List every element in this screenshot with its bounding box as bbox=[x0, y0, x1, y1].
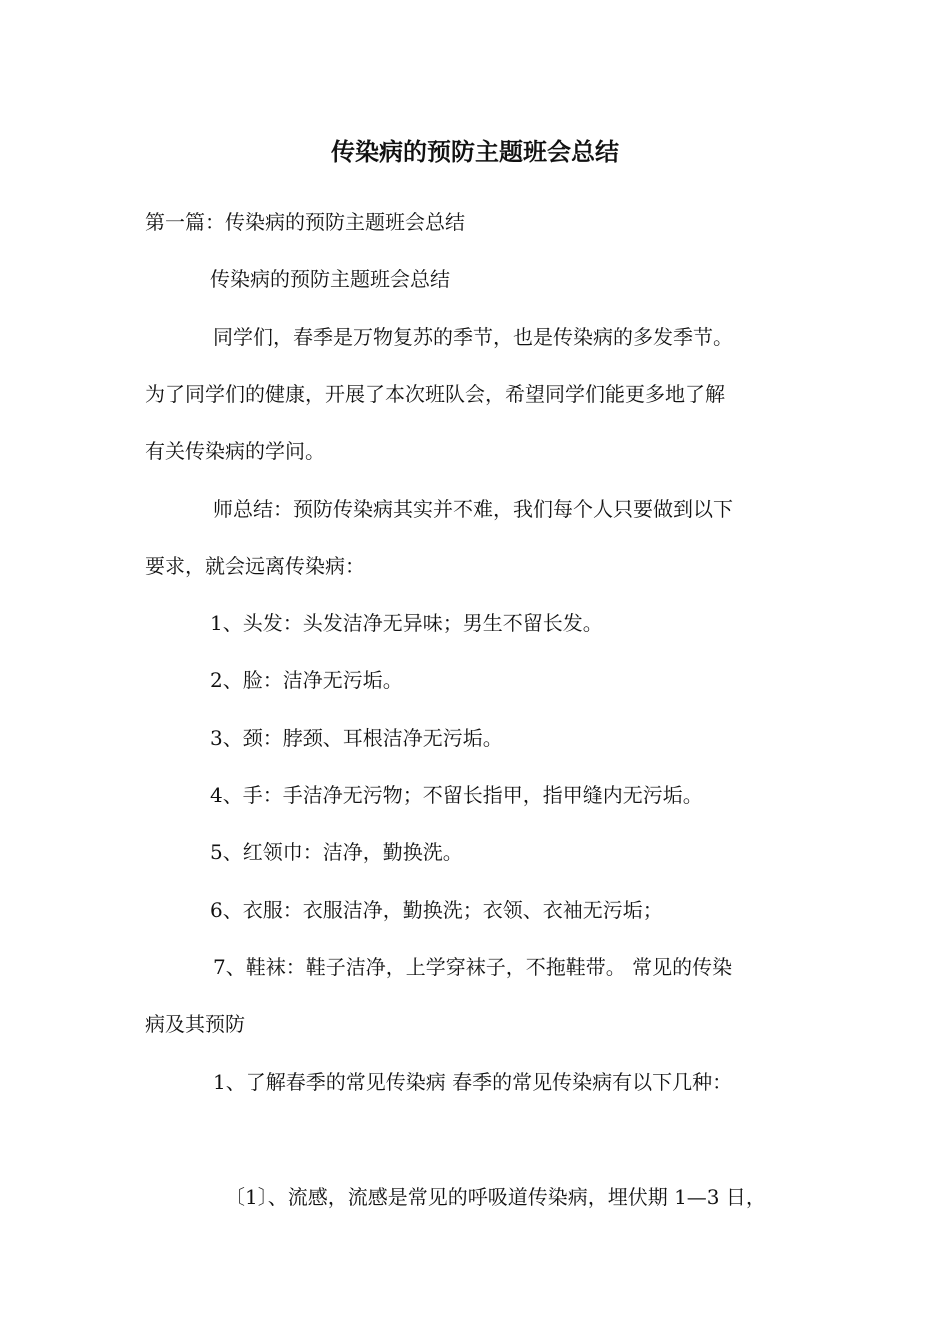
list-item: 3、颈：脖颈、耳根洁净无污垢。 bbox=[210, 726, 503, 750]
paragraph-line: 有关传染病的学问。 bbox=[145, 439, 325, 463]
list-item: 5、红领巾：洁净，勤换洗。 bbox=[210, 840, 463, 864]
paragraph-line: 1、了解春季的常见传染病 春季的常见传染病有以下几种： bbox=[213, 1070, 733, 1094]
paragraph-line: 要求，就会远离传染病： bbox=[145, 554, 365, 578]
paragraph-line: 同学们，春季是万物复苏的季节，也是传染病的多发季节。 bbox=[213, 325, 733, 349]
list-item: 4、手：手洁净无污物；不留长指甲，指甲缝内无污垢。 bbox=[210, 783, 703, 807]
document-title: 传染病的预防主题班会总结 bbox=[331, 137, 619, 166]
list-item: 6、衣服：衣服洁净，勤换洗；衣领、衣袖无污垢； bbox=[210, 898, 663, 922]
list-item: 2、脸：洁净无污垢。 bbox=[210, 668, 403, 692]
list-item: 1、头发：头发洁净无异味；男生不留长发。 bbox=[210, 611, 603, 635]
list-item: 7、鞋袜：鞋子洁净，上学穿袜子，不拖鞋带。 常见的传染 bbox=[213, 955, 733, 979]
subtitle-line: 传染病的预防主题班会总结 bbox=[210, 267, 450, 291]
section-heading: 第一篇：传染病的预防主题班会总结 bbox=[145, 210, 465, 234]
paragraph-line: 师总结：预防传染病其实并不难，我们每个人只要做到以下 bbox=[213, 497, 733, 521]
paragraph-line: 为了同学们的健康，开展了本次班队会，希望同学们能更多地了解 bbox=[145, 382, 725, 406]
paragraph-line: 病及其预防 bbox=[145, 1012, 245, 1036]
paragraph-line: 〔1〕、流感，流感是常见的呼吸道传染病，埋伏期 1—3 日， bbox=[225, 1185, 766, 1209]
